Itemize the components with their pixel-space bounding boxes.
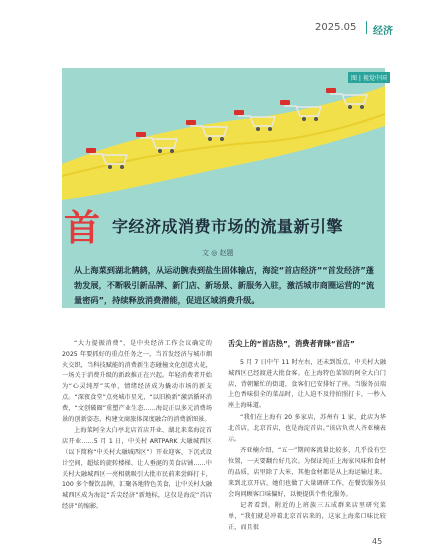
left-column [62, 339, 212, 514]
page-header [0, 0, 427, 45]
title-highlight-character: 首 [64, 207, 101, 249]
body-paragraph: “大力提振消费”，是中央经济工作会议确定的 2025 年要抓好的重点任务之一。当首发经济与城市烟火交织，当科技赋能的消费新生态碰撞文化创意火花，一场关于消费升级的新政推正在兴起。年轻消费者开始为“心灵纯厚”买单，情绪经济成为撬动市场的新支点。“深夜食堂”点亮城市星光，“以旧换新”激活循环消费，“文创破圈”重塑产业生态……海淀正以多元消费场景的创新姿态，构建文商旅体深度融合的消费新图景。 [62, 340, 212, 423]
body-paragraph: 5 月 7 日中午 11 时左右，还未到饭点，中关村大融城西区已经渡进大批食客。在上海特色菜馆的阿全大白门店，背朝繁忙的街道，食客们已安排好了座。当服务员端上色香味俱全的菜品时，让人迫不及待拍照打卡，一秒入座上海味道。 [228, 359, 386, 410]
section-subheading: 舌尖上的“首店热”，消费者青睐“首店” [228, 339, 355, 348]
body-paragraph: 上海菜阿全大白亭北店首店开业、湖北来菜海淀首店开业……5 月 1 日，中关村 ARTPARK 大融城西区（以下简称“中关村大融城西区”）开业迎客，下沉式设计空间，超炫的旋转楼梯、让人垂涎的美食店铺……中关村大融城西区一亮相就吸引大批市民前来尝鲜打卡，100 多个餐饮品牌，汇聚各地特色美食，让中关村大融城西区成为海淀“舌尖经济”新地标，这仅是海淀“首店经济”的缩影。 [62, 427, 212, 510]
section-label: 经济 [373, 26, 393, 37]
author-byline: 文 ◎ 赵题 [202, 249, 234, 257]
photo-credit: 图 | 视觉中国 [348, 72, 390, 83]
hero-image-shopping-carts [62, 68, 385, 200]
body-paragraph: “我们在上海有 20 多家店，苏州有 1 家，此店为华北首店，北京首店，也是海淀首店。”该店负责人齐亚楠表示。 [228, 413, 386, 443]
right-column [228, 358, 386, 535]
issue-number: 2025.05 [315, 22, 357, 33]
page-number: 45 [372, 537, 383, 546]
article-title: 字经济成消费市场的流量新引擎 [112, 217, 344, 236]
body-paragraph: 记者看到，附近的上班族三五成群来店里研究菜单，“我们就是冲着北京首店来的，这家上海菜口味比较正，而且很 [228, 502, 386, 531]
shopping-carts-illustration [62, 68, 385, 200]
body-paragraph: 齐亚楠介绍，“五一”期间客流量比较多，几乎没有空位置，一天要翻台好几次。为保证纯正上海家风味和食材的品质，店里除了大米，其他食材都是从上海运输过来。来到北京开店，她们也做了大量调研工作，在餐饮服务员会询问顾客口味偏好，以便提供个性化服务。 [228, 447, 386, 498]
lead-paragraph: 从上海菜到湖北鹤鸫，从运动腕表到盐生固体输店，海淀“首店经济”“首发经济”蓬勃发展，不断吸引新品牌、新门店、新场景、新服务入驻，激活城市商圈运营的“流量密码”，持续释放消费潜能，促进区域消费升级。 [74, 265, 375, 305]
header-divider [366, 21, 367, 34]
